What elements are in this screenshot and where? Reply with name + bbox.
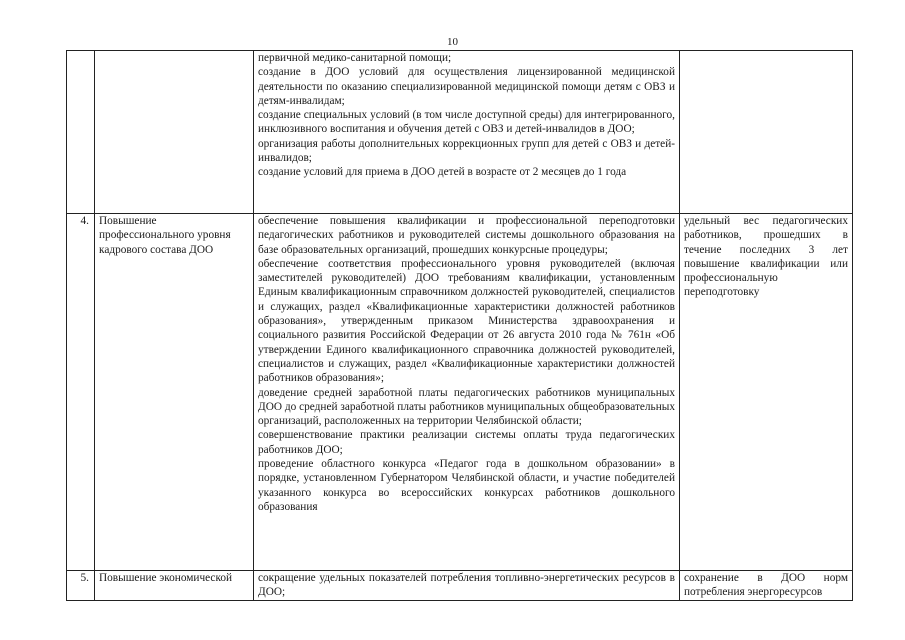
measure-item: доведение средней заработной платы педагогических работников муниципальных ДОО до средней заработной платы работников муниципальных общеобразовательных организаций, расположенных на территории Челябинской области; — [258, 386, 675, 428]
row-title — [95, 51, 254, 214]
indicator-text: сохранение в ДОО норм потребления энергоресурсов — [684, 572, 848, 599]
row-title: Повышение экономической — [95, 571, 254, 601]
row-number: 4. — [67, 214, 95, 571]
page-number: 10 — [447, 36, 458, 48]
row-number: 5. — [67, 571, 95, 601]
table-row — [67, 214, 853, 571]
measure-item: создание в ДОО условий для осуществления лицензированной медицинской деятельности по оказанию специализированной медицинской помощи детям с ОВЗ и детям-инвалидам; — [258, 66, 675, 107]
row-indicator — [680, 571, 853, 601]
row-measures — [254, 571, 680, 601]
measure-item: сокращение удельных показателей потребления топливно-энергетических ресурсов в ДОО; — [258, 572, 675, 599]
row-indicator — [680, 214, 853, 571]
measure-item: первичной медико-санитарной помощи; — [258, 52, 452, 64]
measure-item: создание специальных условий (в том числе доступной среды) для интегрированного, инклюзивного воспитания и обучения детей с ОВЗ и детей-инвалидов в ДОО; — [258, 109, 675, 136]
row-measures — [254, 214, 680, 571]
measure-item: организация работы дополнительных коррекционных групп для детей с ОВЗ и детей-инвалидов; — [258, 137, 675, 165]
indicator-text: удельный вес педагогических работников, прошедших в течение последних 3 лет повышение квалификации или профессиональную переподготовку — [684, 215, 848, 299]
measure-item: совершенствование практики реализации системы оплаты труда педагогических работников ДОО; — [258, 429, 675, 456]
table-row — [67, 571, 853, 601]
measures-table — [66, 50, 853, 601]
measure-item: создание условий для приема в ДОО детей в возрасте от 2 месяцев до 1 года — [258, 166, 627, 179]
row-measures — [254, 51, 680, 214]
measure-item: обеспечение повышения квалификации и профессиональной переподготовки педагогических работников и руководителей системы дошкольного образования на базе образовательных организаций, прошедших конкурсные процедуры; — [258, 215, 675, 256]
row-number — [67, 51, 95, 214]
table-row — [67, 51, 853, 214]
row-title: Повышение профессионального уровня кадрового состава ДОО — [95, 214, 254, 571]
row-indicator — [680, 51, 853, 214]
measure-item: обеспечение соответствия профессионального уровня руководителей (включая заместителей руководителей) ДОО требованиям квалификации, установленным Единым квалификационным справочником должностей руководителей, специалистов и служащих, раздел «Квалификационные характеристики должностей работников образования», утвержденным приказом Министерства здравоохранения и социального развития Российской Федерации от 26 августа 2010 года № 761н «Об утверждении Единого квалификационного справочника должностей руководителей, специалистов и служащих, раздел «Квалификационные характеристики должностей работников образования»; — [258, 257, 675, 385]
measure-item: проведение областного конкурса «Педагог года в дошкольном образовании» в порядке, установленном Губернатором Челябинской области, и участие победителей указанного конкурса во всероссийских конкурсах работников дошкольного образования — [258, 458, 675, 513]
